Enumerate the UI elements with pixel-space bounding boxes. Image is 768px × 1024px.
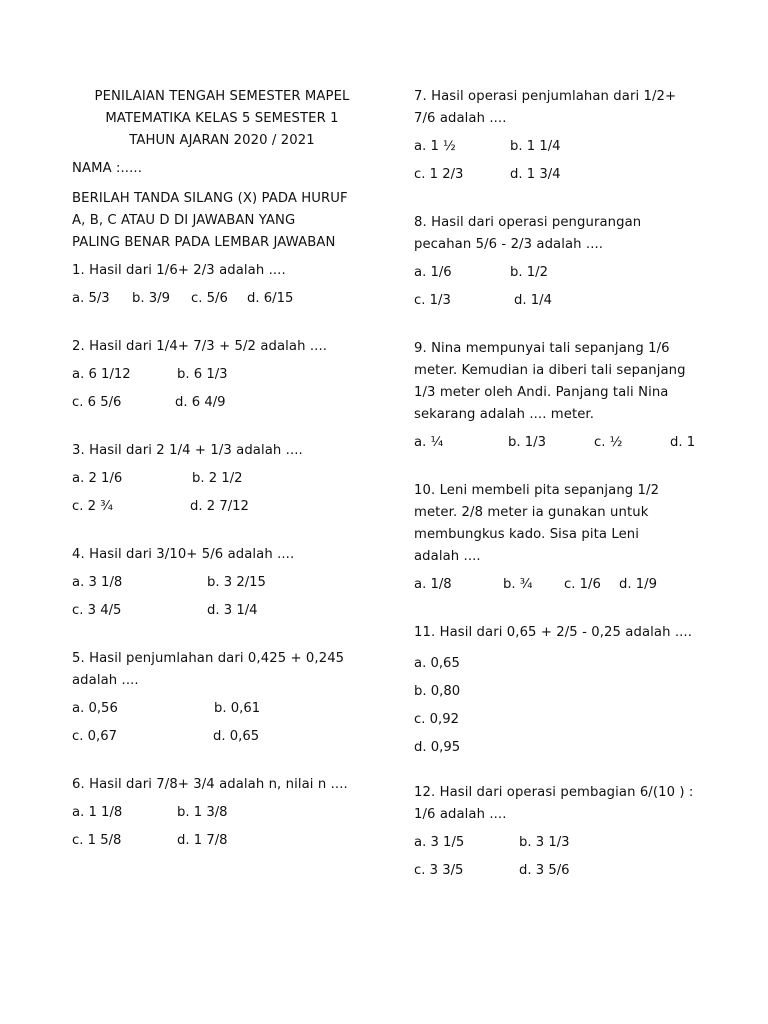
options-row (414, 262, 714, 290)
title-line: MATEMATIKA KELAS 5 SEMESTER 1 (105, 111, 339, 126)
instruction-line: PALING BENAR PADA LEMBAR JAWABAN (72, 235, 336, 250)
option-a[interactable]: a. 1 ½ (414, 139, 456, 154)
option-c[interactable]: c. 0,92 (414, 712, 459, 727)
options-row (72, 468, 372, 496)
option-b[interactable]: b. 3 1/3 (519, 835, 570, 850)
question-11 (414, 622, 714, 762)
option-a[interactable]: a. ¼ (414, 435, 444, 450)
question-text: 7. Hasil operasi penjumlahan dari 1/2+ (414, 89, 677, 104)
title-line: TAHUN AJARAN 2020 / 2021 (129, 133, 315, 148)
option-d[interactable]: d. 3 5/6 (519, 863, 570, 878)
question-7 (414, 86, 714, 192)
option-c[interactable]: c. 1/6 (564, 577, 601, 592)
option-a[interactable]: a. 0,65 (414, 656, 460, 671)
options-row (414, 290, 714, 318)
options-row (414, 432, 714, 460)
question-1 (72, 260, 372, 316)
question-10 (414, 480, 714, 602)
instruction-line: BERILAH TANDA SILANG (X) PADA HURUF (72, 191, 348, 206)
options-row (72, 698, 372, 726)
question-text: 6. Hasil dari 7/8+ 3/4 adalah n, nilai n .... (72, 777, 348, 792)
question-text: 11. Hasil dari 0,65 + 2/5 - 0,25 adalah .... (414, 625, 692, 640)
options-row (414, 164, 714, 192)
option-c[interactable]: c. 3 4/5 (72, 603, 122, 618)
question-text: 1. Hasil dari 1/6+ 2/3 adalah .... (72, 263, 286, 278)
option-b[interactable]: b. 1/2 (510, 265, 548, 280)
name-label: NAMA :..... (72, 161, 142, 176)
option-d[interactable]: d. 1/4 (514, 293, 552, 308)
options-row (72, 830, 372, 858)
option-c[interactable]: c. 1/3 (414, 293, 451, 308)
question-text: 1/3 meter oleh Andi. Panjang tali Nina (414, 385, 669, 400)
question-text: 1/6 adalah .... (414, 807, 507, 822)
options-row (414, 136, 714, 164)
options-row (414, 860, 714, 888)
option-a[interactable]: a. 2 1/6 (72, 471, 123, 486)
option-d[interactable]: d. 3 1/4 (207, 603, 258, 618)
options-row (72, 600, 372, 628)
option-b[interactable]: b. 1/3 (508, 435, 546, 450)
option-b[interactable]: b. 3/9 (132, 291, 170, 306)
option-b[interactable]: b. ¾ (503, 577, 533, 592)
right-column (414, 86, 714, 888)
options-row (72, 572, 372, 600)
options-row (414, 574, 714, 602)
option-a[interactable]: a. 3 1/8 (72, 575, 123, 590)
question-text: adalah .... (72, 673, 139, 688)
instruction-line: A, B, C ATAU D DI JAWABAN YANG (72, 213, 296, 228)
option-d[interactable]: d. 6 4/9 (175, 395, 226, 410)
question-text: 4. Hasil dari 3/10+ 5/6 adalah .... (72, 547, 295, 562)
question-9 (414, 338, 714, 460)
left-column (72, 86, 372, 858)
option-d[interactable]: d. 1/9 (619, 577, 657, 592)
option-a[interactable]: a. 1/8 (414, 577, 452, 592)
instructions (72, 188, 372, 254)
options-row (72, 288, 372, 316)
options-row (72, 496, 372, 524)
option-d[interactable]: d. 0,95 (414, 740, 461, 755)
option-d[interactable]: d. 0,65 (213, 729, 260, 744)
option-b[interactable]: b. 6 1/3 (177, 367, 228, 382)
question-2 (72, 336, 372, 420)
option-a[interactable]: a. 3 1/5 (414, 835, 465, 850)
exam-title (72, 86, 372, 152)
option-b[interactable]: b. 1 3/8 (177, 805, 228, 820)
options-row (414, 832, 714, 860)
question-text: 9. Nina mempunyai tali sepanjang 1/6 (414, 341, 670, 356)
question-5 (72, 648, 372, 754)
option-c[interactable]: c. 6 5/6 (72, 395, 122, 410)
option-c[interactable]: c. 0,67 (72, 729, 117, 744)
question-12 (414, 782, 714, 888)
question-text: meter. Kemudian ia diberi tali sepanjang (414, 363, 686, 378)
options-row (72, 802, 372, 830)
question-text: 2. Hasil dari 1/4+ 7/3 + 5/2 adalah .... (72, 339, 328, 354)
option-a[interactable]: a. 6 1/12 (72, 367, 131, 382)
option-b[interactable]: b. 0,61 (214, 701, 261, 716)
question-text: 10. Leni membeli pita sepanjang 1/2 (414, 483, 660, 498)
option-a[interactable]: a. 1 1/8 (72, 805, 123, 820)
question-4 (72, 544, 372, 628)
option-a[interactable]: a. 5/3 (72, 291, 110, 306)
question-6 (72, 774, 372, 858)
option-d[interactable]: d. 1 (670, 435, 696, 450)
option-c[interactable]: c. 1 2/3 (414, 167, 464, 182)
title-line: PENILAIAN TENGAH SEMESTER MAPEL (94, 89, 350, 104)
question-text: 12. Hasil dari operasi pembagian 6/(10 ) : (414, 785, 694, 800)
question-text: sekarang adalah .... meter. (414, 407, 595, 422)
question-text: adalah .... (414, 549, 481, 564)
options-row (72, 726, 372, 754)
question-text: 5. Hasil penjumlahan dari 0,425 + 0,245 (72, 651, 345, 666)
question-text: membungkus kado. Sisa pita Leni (414, 527, 640, 542)
option-c[interactable]: c. 3 3/5 (414, 863, 464, 878)
question-text: 7/6 adalah .... (414, 111, 507, 126)
option-b[interactable]: b. 0,80 (414, 684, 461, 699)
option-d[interactable]: d. 2 7/12 (190, 499, 249, 514)
option-c[interactable]: c. ½ (594, 435, 623, 450)
question-text: 3. Hasil dari 2 1/4 + 1/3 adalah .... (72, 443, 303, 458)
option-a[interactable]: a. 1/6 (414, 265, 452, 280)
question-3 (72, 440, 372, 524)
option-c[interactable]: c. 2 ¾ (72, 499, 113, 514)
question-text: meter. 2/8 meter ia gunakan untuk (414, 505, 649, 520)
option-b[interactable]: b. 3 2/15 (207, 575, 266, 590)
option-c[interactable]: c. 5/6 (191, 291, 228, 306)
option-d[interactable]: d. 1 7/8 (177, 833, 228, 848)
options-row (72, 392, 372, 420)
question-text: pecahan 5/6 - 2/3 adalah .... (414, 237, 604, 252)
option-b[interactable]: b. 1 1/4 (510, 139, 561, 154)
option-b[interactable]: b. 2 1/2 (192, 471, 243, 486)
option-d[interactable]: d. 6/15 (247, 291, 294, 306)
option-a[interactable]: a. 0,56 (72, 701, 118, 716)
question-8 (414, 212, 714, 318)
option-d[interactable]: d. 1 3/4 (510, 167, 561, 182)
question-text: 8. Hasil dari operasi pengurangan (414, 215, 642, 230)
options-row (72, 364, 372, 392)
option-c[interactable]: c. 1 5/8 (72, 833, 122, 848)
